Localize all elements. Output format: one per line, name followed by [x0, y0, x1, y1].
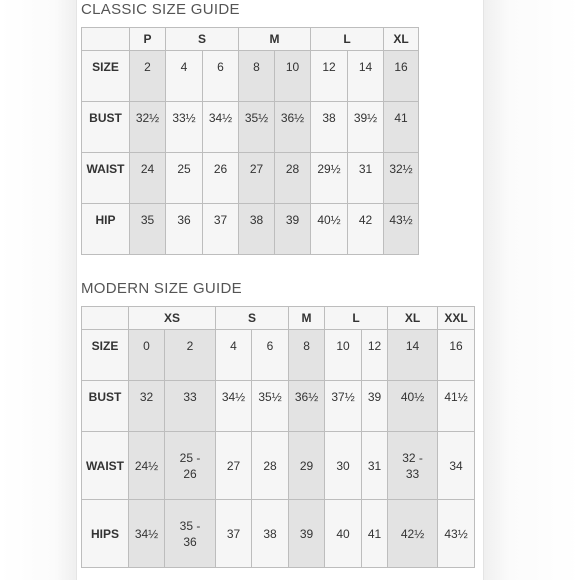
modern-cell: 25 - 26	[165, 432, 216, 500]
modern-group-xxl: XXL	[438, 307, 475, 330]
classic-cell: 4	[166, 51, 203, 102]
modern-cell: 41½	[438, 381, 475, 432]
classic-cell: 25	[166, 153, 203, 204]
modern-cell: 39	[362, 381, 388, 432]
modern-row-label: BUST	[82, 381, 129, 432]
modern-row-bust	[82, 381, 475, 432]
modern-cell: 0	[129, 330, 165, 381]
classic-cell: 32½	[384, 153, 419, 204]
modern-cell: 30	[325, 432, 362, 500]
classic-cell: 6	[203, 51, 239, 102]
classic-row-label: BUST	[82, 102, 130, 153]
classic-cell: 2	[130, 51, 166, 102]
modern-cell: 34½	[216, 381, 252, 432]
classic-cell: 37	[203, 204, 239, 255]
modern-cell: 34½	[129, 500, 165, 568]
classic-row-label: HIP	[82, 204, 130, 255]
classic-cell: 33½	[166, 102, 203, 153]
classic-cell: 27	[239, 153, 275, 204]
classic-cell: 36	[166, 204, 203, 255]
classic-cell: 14	[348, 51, 384, 102]
classic-cell: 32½	[130, 102, 166, 153]
modern-group-xl: XL	[388, 307, 438, 330]
classic-cell: 26	[203, 153, 239, 204]
modern-size-table	[81, 306, 475, 568]
modern-cell: 32	[129, 381, 165, 432]
classic-group-s: S	[166, 28, 239, 51]
modern-cell: 4	[216, 330, 252, 381]
classic-cell: 42	[348, 204, 384, 255]
classic-cell: 39	[275, 204, 311, 255]
classic-cell: 39½	[348, 102, 384, 153]
classic-row-hip	[82, 204, 419, 255]
modern-cell: 27	[216, 432, 252, 500]
classic-row-label: SIZE	[82, 51, 130, 102]
classic-row-size	[82, 51, 419, 102]
classic-cell: 38	[239, 204, 275, 255]
classic-cell: 10	[275, 51, 311, 102]
classic-cell: 28	[275, 153, 311, 204]
classic-cell: 24	[130, 153, 166, 204]
modern-title: MODERN SIZE GUIDE	[81, 280, 242, 297]
classic-cell: 34½	[203, 102, 239, 153]
modern-group-s: S	[216, 307, 289, 330]
modern-group-l: L	[325, 307, 388, 330]
right-background	[480, 0, 580, 580]
modern-cell: 2	[165, 330, 216, 381]
modern-cell: 40	[325, 500, 362, 568]
modern-cell: 32 - 33	[388, 432, 438, 500]
classic-group-m: M	[239, 28, 311, 51]
classic-size-table	[81, 27, 419, 255]
classic-row-bust	[82, 102, 419, 153]
classic-cell: 36½	[275, 102, 311, 153]
modern-cell: 16	[438, 330, 475, 381]
classic-cell: 35½	[239, 102, 275, 153]
modern-cell: 41	[362, 500, 388, 568]
classic-cell: 31	[348, 153, 384, 204]
modern-cell: 43½	[438, 500, 475, 568]
modern-row-hips	[82, 500, 475, 568]
modern-cell: 33	[165, 381, 216, 432]
modern-corner-cell	[82, 307, 129, 330]
modern-cell: 39	[289, 500, 325, 568]
modern-cell: 40½	[388, 381, 438, 432]
modern-cell: 34	[438, 432, 475, 500]
modern-cell: 35 - 36	[165, 500, 216, 568]
classic-cell: 38	[311, 102, 348, 153]
classic-group-l: L	[311, 28, 384, 51]
modern-cell: 24½	[129, 432, 165, 500]
classic-group-p: P	[130, 28, 166, 51]
classic-cell: 41	[384, 102, 419, 153]
modern-cell: 37	[216, 500, 252, 568]
modern-row-waist	[82, 432, 475, 500]
modern-row-label: SIZE	[82, 330, 129, 381]
modern-cell: 31	[362, 432, 388, 500]
modern-group-m: M	[289, 307, 325, 330]
modern-cell: 8	[289, 330, 325, 381]
modern-cell: 37½	[325, 381, 362, 432]
classic-row-label: WAIST	[82, 153, 130, 204]
modern-cell: 29	[289, 432, 325, 500]
modern-cell: 6	[252, 330, 289, 381]
classic-header-row	[82, 28, 419, 51]
modern-row-label: WAIST	[82, 432, 129, 500]
classic-row-waist	[82, 153, 419, 204]
modern-cell: 42½	[388, 500, 438, 568]
modern-cell: 28	[252, 432, 289, 500]
modern-cell: 38	[252, 500, 289, 568]
modern-cell: 36½	[289, 381, 325, 432]
classic-cell: 16	[384, 51, 419, 102]
classic-cell: 35	[130, 204, 166, 255]
modern-row-label: HIPS	[82, 500, 129, 568]
classic-cell: 40½	[311, 204, 348, 255]
classic-cell: 43½	[384, 204, 419, 255]
left-background	[0, 0, 78, 580]
modern-group-xs: XS	[129, 307, 216, 330]
classic-title: CLASSIC SIZE GUIDE	[81, 1, 240, 18]
classic-corner-cell	[82, 28, 130, 51]
modern-cell: 12	[362, 330, 388, 381]
modern-cell: 10	[325, 330, 362, 381]
classic-cell: 29½	[311, 153, 348, 204]
modern-cell: 35½	[252, 381, 289, 432]
modern-row-size	[82, 330, 475, 381]
classic-cell: 8	[239, 51, 275, 102]
modern-header-row	[82, 307, 475, 330]
modern-cell: 14	[388, 330, 438, 381]
classic-cell: 12	[311, 51, 348, 102]
classic-group-xl: XL	[384, 28, 419, 51]
